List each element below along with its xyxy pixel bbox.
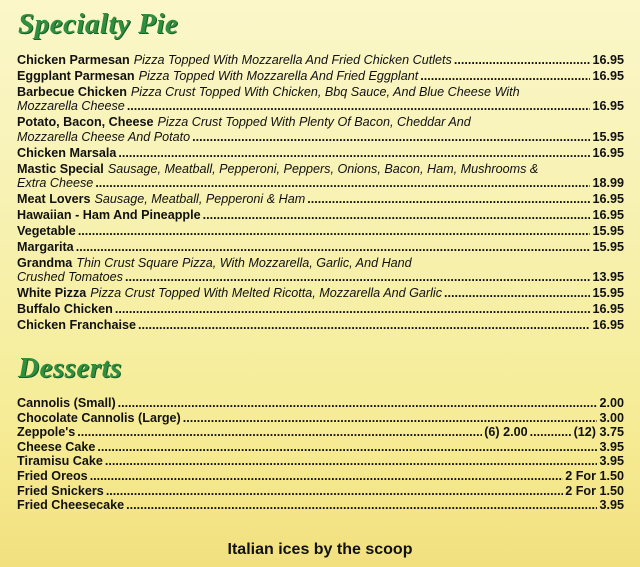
item-price: 2 For 1.50 (565, 468, 624, 483)
dot-leader (95, 176, 590, 191)
item-price: 15.95 (592, 223, 624, 238)
item-description: Pizza Topped With Mozzarella And Fried Chicken Cutlets (133, 53, 452, 67)
menu-line (17, 99, 624, 114)
dot-leader (203, 208, 591, 223)
dot-leader (307, 192, 590, 207)
dot-leader (125, 270, 591, 285)
specialty-pie-list (17, 53, 624, 334)
menu-item (17, 53, 624, 68)
dot-leader (126, 498, 597, 513)
menu-item (17, 318, 624, 333)
dot-leader (115, 302, 591, 317)
dot-leader (192, 130, 590, 145)
item-price: 16.95 (592, 145, 624, 160)
dot-leader (454, 53, 591, 68)
menu-line (17, 69, 624, 84)
item-description: Pizza Crust Topped With Plenty Of Bacon, Cheddar And (157, 115, 471, 130)
menu-item (17, 286, 624, 301)
item-name: Margarita (17, 239, 74, 254)
menu-line (17, 302, 624, 317)
dot-leader (420, 69, 590, 84)
menu-line (17, 208, 624, 223)
item-price: 16.95 (592, 208, 624, 223)
item-description-continued: Mozzarella Cheese (17, 99, 125, 114)
item-price: 3.95 (599, 498, 624, 513)
menu-line (17, 146, 624, 161)
item-name: Chocolate Cannolis (Large) (17, 410, 181, 425)
menu-item (17, 411, 624, 426)
menu-item (17, 256, 624, 285)
dot-leader (105, 454, 598, 469)
item-name: Potato, Bacon, Cheese (17, 115, 154, 130)
footer-note: Italian ices by the scoop (227, 541, 413, 558)
menu-line (17, 115, 624, 130)
menu-item (17, 440, 624, 455)
menu-item (17, 396, 624, 411)
dot-leader (127, 99, 591, 114)
item-price: 3.95 (599, 454, 624, 469)
menu-item (17, 240, 624, 255)
dot-leader (106, 484, 563, 499)
dot-leader (78, 224, 591, 239)
menu-line (17, 176, 624, 191)
menu-item (17, 224, 624, 239)
dot-leader (183, 411, 598, 426)
dot-leader (138, 318, 590, 333)
menu-line (17, 240, 624, 255)
item-name: Vegetable (17, 223, 76, 238)
item-price: 18.99 (592, 176, 624, 191)
menu-item (17, 146, 624, 161)
dot-leader (530, 425, 572, 440)
item-name: Zeppole's (17, 425, 76, 440)
menu-line (17, 85, 624, 100)
item-price: 15.95 (592, 129, 624, 144)
item-name: Tiramisu Cake (17, 454, 103, 469)
menu-line (17, 53, 624, 68)
dot-leader (97, 440, 597, 455)
item-name: Fried Cheesecake (17, 498, 125, 513)
item-description: Sausage, Meatball, Pepperoni & Ham (94, 192, 306, 207)
menu-line (17, 256, 624, 271)
menu-item (17, 484, 624, 499)
menu-item (17, 85, 624, 114)
item-price: 2 For 1.50 (565, 483, 624, 498)
menu-line (17, 224, 624, 239)
item-name: Meat Lovers (17, 192, 91, 207)
item-description: Pizza Topped With Mozzarella And Fried Eggplant (138, 68, 419, 83)
dot-leader (76, 240, 591, 255)
desserts-heading: Desserts (18, 352, 122, 384)
spacer (17, 333, 624, 334)
item-name: Eggplant Parmesan (17, 68, 135, 83)
menu-line (17, 286, 624, 301)
item-description-continued: Mozzarella Cheese And Potato (17, 129, 191, 144)
item-name: Chicken Parmesan (17, 53, 130, 67)
item-price: 16.95 (592, 99, 624, 114)
item-name: Chicken Marsala (17, 145, 117, 160)
item-name: Barbecue Chicken (17, 84, 127, 99)
menu-item (17, 469, 624, 484)
item-name: White Pizza (17, 286, 87, 301)
specialty-pie-heading: Specialty Pie (18, 8, 179, 40)
item-description-continued: Crushed Tomatoes (17, 270, 123, 285)
menu-item (17, 115, 624, 144)
menu-line (17, 192, 624, 207)
dot-leader (77, 425, 482, 440)
item-name: Grandma (17, 255, 73, 270)
menu-item (17, 162, 624, 191)
item-name: Cannolis (Small) (17, 396, 116, 410)
menu-line (17, 318, 624, 333)
item-price: 16.95 (592, 192, 624, 207)
item-description: Thin Crust Square Pizza, With Mozzarella, Garlic, And Hand (76, 255, 412, 270)
item-name: Buffalo Chicken (17, 302, 113, 317)
menu-line (17, 270, 624, 285)
menu-item (17, 192, 624, 207)
item-price: 16.95 (592, 68, 624, 83)
item-price: 2.00 (599, 396, 624, 410)
item-name: Mastic Special (17, 161, 104, 176)
item-name: Fried Oreos (17, 468, 88, 483)
item-price: (12) 3.75 (573, 425, 624, 440)
item-description: Pizza Crust Topped With Chicken, Bbq Sauce, And Blue Cheese With (130, 84, 520, 99)
item-price: 16.95 (592, 53, 624, 67)
item-price-small: (6) 2.00 (484, 425, 528, 440)
menu-item (17, 454, 624, 469)
item-price: 3.00 (599, 410, 624, 425)
menu-item (17, 498, 624, 513)
item-price: 15.95 (592, 286, 624, 301)
item-price: 3.95 (599, 439, 624, 454)
dot-leader (90, 469, 564, 484)
menu-item (17, 69, 624, 84)
item-name: Chicken Franchaise (17, 317, 136, 332)
item-description: Pizza Crust Topped With Melted Ricotta, Mozzarella And Garlic (90, 286, 443, 301)
item-description-continued: Extra Cheese (17, 176, 94, 191)
dot-leader (444, 286, 590, 301)
item-price: 13.95 (592, 270, 624, 285)
item-name: Hawaiian - Ham And Pineapple (17, 208, 201, 223)
item-price: 16.95 (592, 317, 624, 332)
item-price: 16.95 (592, 302, 624, 317)
dot-leader (118, 146, 590, 161)
menu-item (17, 425, 624, 440)
menu-line (17, 130, 624, 145)
item-name: Fried Snickers (17, 483, 104, 498)
menu-item (17, 302, 624, 317)
desserts-list (17, 396, 624, 513)
menu-line (17, 162, 624, 177)
item-price: 15.95 (592, 239, 624, 254)
menu-item (17, 208, 624, 223)
dot-leader (118, 396, 598, 411)
item-name: Cheese Cake (17, 439, 96, 454)
item-description: Sausage, Meatball, Pepperoni, Peppers, Onions, Bacon, Ham, Mushrooms & (107, 161, 539, 176)
